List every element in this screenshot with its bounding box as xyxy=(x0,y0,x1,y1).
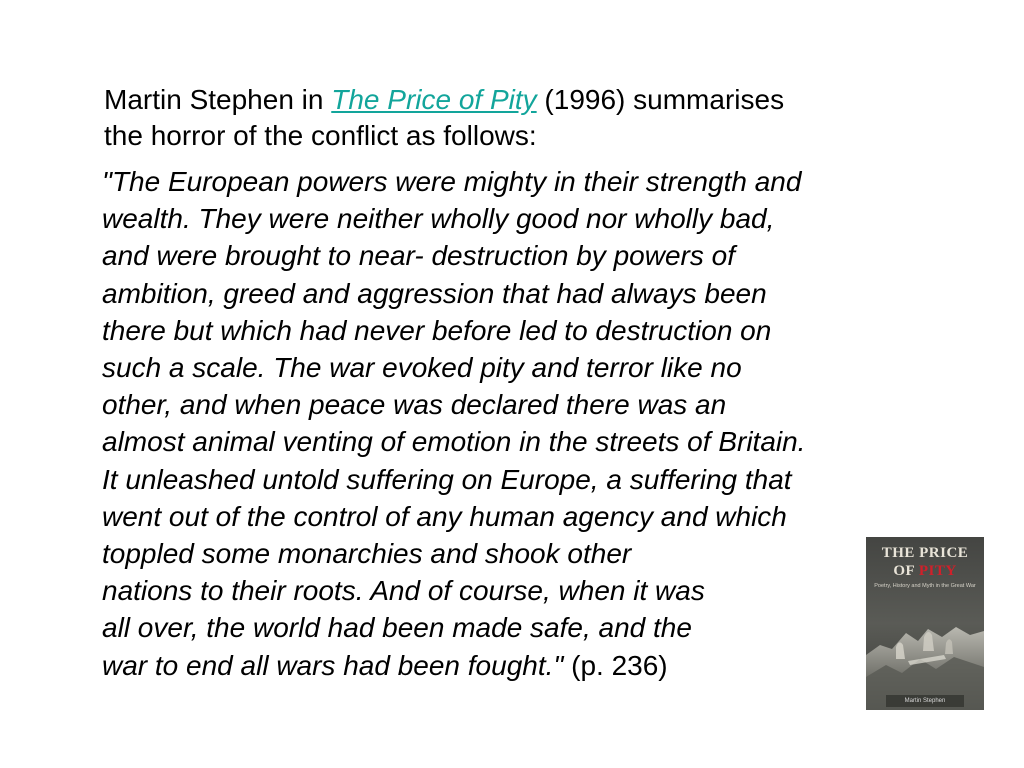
block-quote xyxy=(102,163,972,684)
quote-line: It unleashed untold suffering on Europe, a suffering that xyxy=(102,463,792,495)
cover-title-line2 xyxy=(866,563,984,580)
cover-subtitle: Poetry, History and Myth in the Great War xyxy=(874,583,976,589)
cover-author: Martin Stephen xyxy=(904,698,946,704)
quote-line: there but which had never before led to destruction on xyxy=(102,314,772,346)
quote-line: nations to their roots. And of course, when it was xyxy=(102,575,705,607)
quote-line: such a scale. The war evoked pity and terror like no xyxy=(102,352,742,384)
book-cover-image xyxy=(866,537,984,710)
quote-line: wealth. They were neither wholly good nor wholly bad, xyxy=(102,203,775,235)
book-title-link[interactable]: The Price of Pity xyxy=(331,84,537,115)
quote-line: "The European powers were mighty in their strength and xyxy=(102,166,802,197)
intro-text-line2: the horror of the conflict as follows: xyxy=(104,120,537,151)
quote-line: all over, the world had been made safe, and the xyxy=(102,612,692,644)
quote-last-line xyxy=(102,647,972,684)
cover-title-line1: THE PRICE xyxy=(881,545,969,561)
quote-line: ambition, greed and aggression that had always been xyxy=(102,277,767,309)
quote-line: went out of the control of any human agency and which xyxy=(102,500,787,532)
quote-line: toppled some monarchies and shook other xyxy=(102,538,632,570)
intro-paragraph xyxy=(104,82,964,154)
cover-title-pity: PITY xyxy=(918,563,957,579)
quote-line: almost animal venting of emotion in the streets of Britain. xyxy=(102,426,806,458)
quote-line: and were brought to near- destruction by powers of xyxy=(102,240,735,272)
intro-text-before: Martin Stephen in xyxy=(104,84,332,115)
cover-title-of: OF xyxy=(893,563,919,579)
quote-line: other, and when peace was declared there was an xyxy=(102,389,727,421)
quote-line: war to end all wars had been fought." xyxy=(102,649,564,681)
page-citation: (p. 236) xyxy=(563,649,668,681)
intro-text-after: (1996) summarises xyxy=(536,84,785,115)
